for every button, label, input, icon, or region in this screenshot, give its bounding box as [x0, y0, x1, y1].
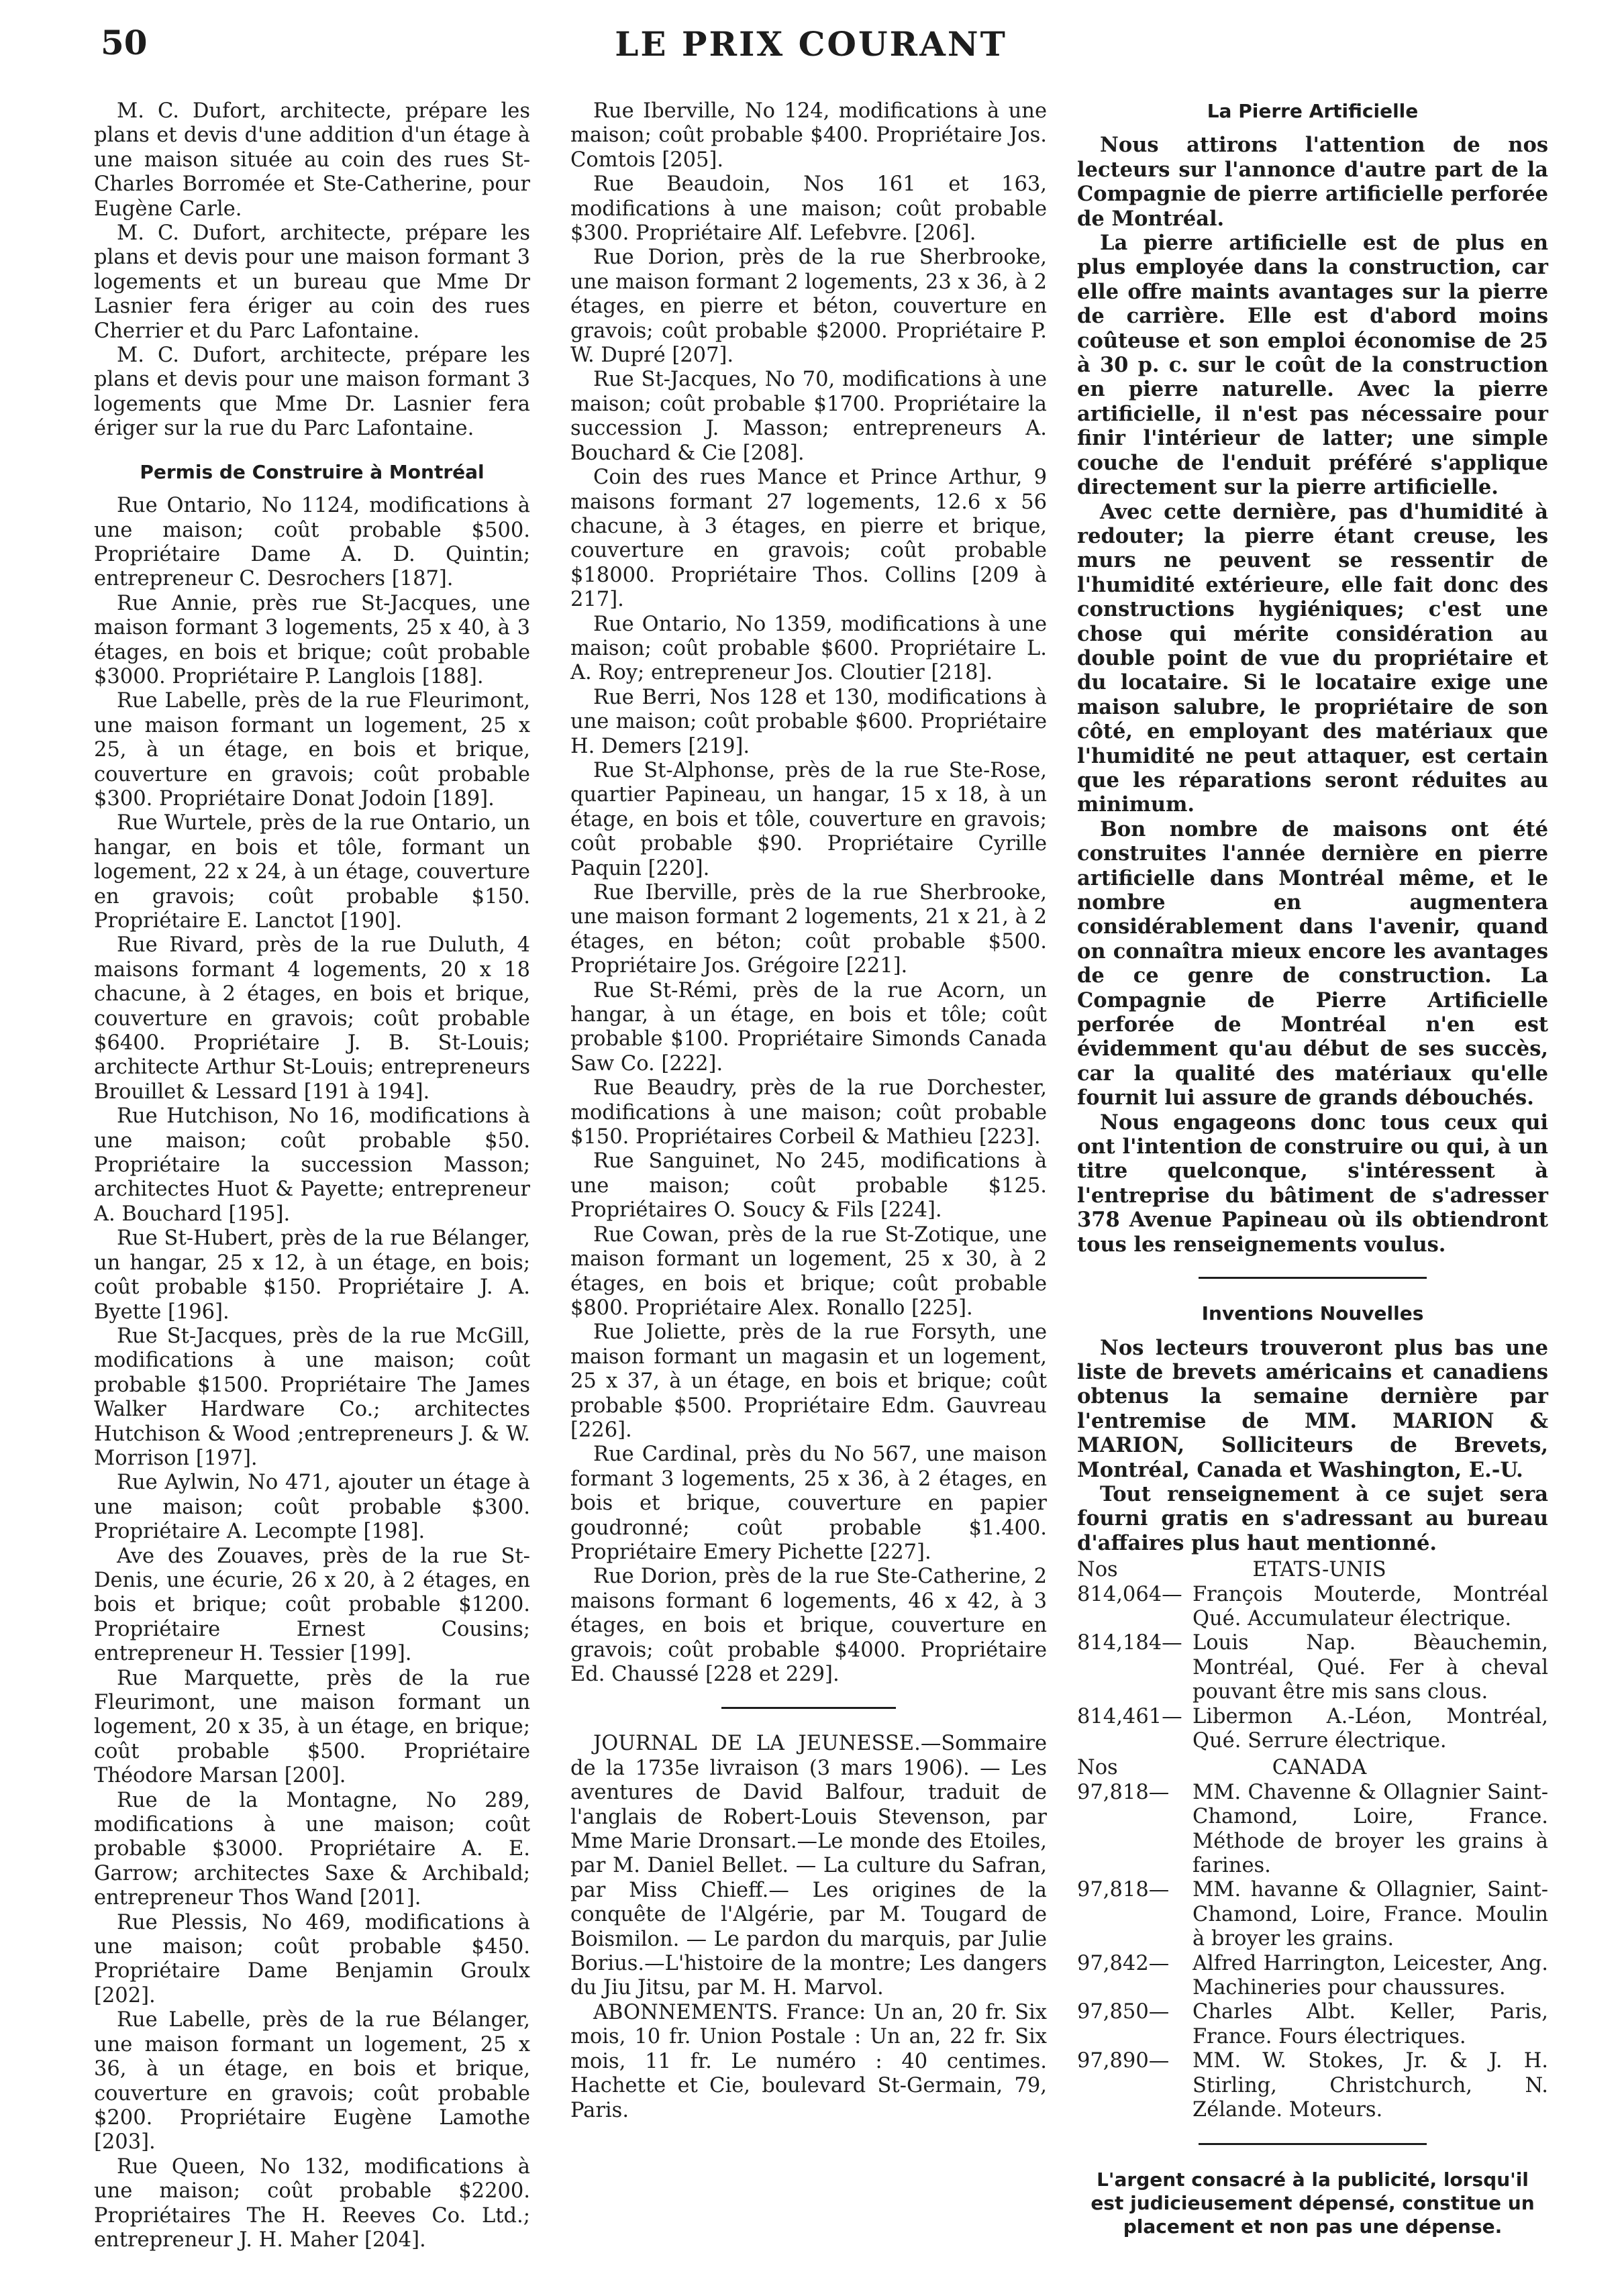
- permit-entry: Rue Queen, No 132, modifications à une maison; coût probable $2200. Propriétaires The H. Reeves Co. Ltd.; entrepreneur J. H. Maher [204].: [94, 2154, 530, 2252]
- intro-paragraph: M. C. Dufort, architecte, prépare les plans et devis pour une maison formant 3 logements et un bureau que Mme Dr Lasnier fera ériger au coin des rues Cherrier et du Parc Lafontaine.: [94, 221, 530, 343]
- nos-label: Nos: [1077, 1558, 1118, 1582]
- patent-entry: [1077, 1781, 1548, 1879]
- patent-list-canada: [1077, 1756, 1548, 2122]
- patent-entry: [1077, 1631, 1548, 1704]
- intro-paragraph: M. C. Dufort, architecte, prépare les plans et devis d'une addition d'un étage à une maison située au coin des rues St-Charles Borromée et Ste-Catherine, pour Eugène Carle.: [94, 99, 530, 221]
- patent-text: Libermon A.-Léon, Montréal, Qué. Serrure électrique.: [1193, 1704, 1548, 1753]
- permit-entry: Rue St-Alphonse, près de la rue Ste-Rose, quartier Papineau, un hangar, 15 x 18, à un étage, en bois et tôle, couverture en gravois; coût probable $90. Propriétaire Cyrille Paquin [220].: [570, 758, 1047, 880]
- permit-entry: Rue St-Rémi, près de la rue Acorn, un hangar, à un étage, en bois et tôle; coût probable $100. Propriétaire Simonds Canada Saw Co. [222].: [570, 978, 1047, 1076]
- country-name: ETATS-UNIS: [1252, 1558, 1386, 1582]
- patent-number: 97,890—: [1077, 2049, 1170, 2073]
- column-left: [94, 99, 530, 2252]
- patent-entry: [1077, 1705, 1548, 1754]
- column-right: [1077, 99, 1548, 2238]
- permit-entry: Rue Wurtele, près de la rue Ontario, un hangar, en bois et tôle, formant un logement, 22 x 24, à un étage, couverture en gravois; coût probable $150. Propriétaire E. Lanctot [190].: [94, 811, 530, 933]
- permit-entry: Rue Annie, près rue St-Jacques, une maison formant 3 logements, 25 x 40, à 3 étages, en bois et brique; coût probable $3000. Propriétaire P. Langlois [188].: [94, 591, 530, 688]
- patent-text: Louis Nap. Bèauchemin, Montréal, Qué. Fer à cheval pouvant être mis sans clous.: [1193, 1631, 1548, 1704]
- section-divider: [1199, 2143, 1427, 2145]
- permit-entry: Rue Cowan, près de la rue St-Zotique, une maison formant un logement, 25 x 30, à 2 étages, en bois et brique; coût probable $800. Propriétaire Alex. Ronallo [225].: [570, 1222, 1047, 1320]
- permit-entry: Rue Iberville, près de la rue Sherbrooke, une maison formant 2 logements, 21 x 21, à 2 étages, en béton; coût probable $500. Propriétaire Jos. Grégoire [221].: [570, 881, 1047, 978]
- abonnements-paragraph: ABONNEMENTS. France: Un an, 20 fr. Six mois, 10 fr. Union Postale : Un an, 22 fr. Six mois, 11 fr. Le numéro : 40 centimes. Hachette et Cie, boulevard St-Germain, 79, Paris.: [570, 2000, 1047, 2122]
- article-paragraph: Avec cette dernière, pas d'humidité à redouter; la pierre étant creuse, les murs ne peuvent se ressentir de l'humidité extérieure, elle fait donc des constructions hygiéniques; c'est une chose qui mérite considération au double point de vue du propriétaire et du locataire. Si le locataire exige une maison salubre, le propriétaire de son côté, en employant des matériaux que l'humidité ne peut attaquer, est certain que les réparations seront réduites au minimum.: [1077, 499, 1548, 817]
- country-heading: [1077, 1558, 1548, 1582]
- permit-entry: Rue Labelle, près de la rue Fleurimont, une maison formant un logement, 25 x 25, à un étage, en bois et brique, couverture en gravois; coût probable $300. Propriétaire Donat Jodoin [189].: [94, 689, 530, 811]
- patent-entry: [1077, 1878, 1548, 1951]
- country-heading: [1077, 1756, 1548, 1780]
- patent-entry: [1077, 2000, 1548, 2049]
- permit-entry: Coin des rues Mance et Prince Arthur, 9 maisons formant 27 logements, 12.6 x 56 chacune, à 3 étages, en pierre et brique, couverture en gravois; coût probable $18000. Propriétaire Thos. Collins [209 à 217].: [570, 466, 1047, 612]
- permit-entry: Rue Joliette, près de la rue Forsyth, une maison formant un magasin et un logement, 25 x 37, à un étage, en bois et brique; coût probable $500. Propriétaire Edm. Gauvreau [226].: [570, 1320, 1047, 1442]
- article-paragraph: Nous engageons donc tous ceux qui ont l'intention de construire ou qui, à un titre quelconque, s'intéressent à l'entreprise du bâtiment de s'adresser 378 Avenue Papineau où ils obtiendront tous les renseignements voulus.: [1077, 1110, 1548, 1257]
- permit-entry: Rue Beaudoin, Nos 161 et 163, modifications à une maison; coût probable $300. Propriétaire Alf. Lefebvre. [206].: [570, 172, 1047, 246]
- patent-entry: [1077, 1952, 1548, 2001]
- permit-entry: Rue Hutchison, No 16, modifications à une maison; coût probable $50. Propriétaire la succession Masson; architectes Huot & Payette; entrepreneur A. Bouchard [195].: [94, 1104, 530, 1226]
- patent-entry: [1077, 2049, 1548, 2122]
- permit-entry: Rue Iberville, No 124, modifications à une maison; coût probable $400. Propriétaire Jos. Comtois [205].: [570, 99, 1047, 172]
- permit-entry: Rue Cardinal, près du No 567, une maison formant 3 logements, 25 x 36, à 2 étages, en bois et brique, couverture en papier goudronné; coût probable $1.400. Propriétaire Emery Pichette [227].: [570, 1443, 1047, 1564]
- patent-number: 97,818—: [1077, 1780, 1170, 1804]
- section-title-permis: Permis de Construire à Montréal: [140, 460, 485, 483]
- permit-entry: Rue Plessis, No 469, modifications à une maison; coût probable $450. Propriétaire Dame Benjamin Groulx [202].: [94, 1910, 530, 2007]
- permit-entry: Rue St-Jacques, No 70, modifications à une maison; coût probable $1700. Propriétaire la succession J. Masson; entrepreneurs A. Bouchard & Cie [208].: [570, 368, 1047, 465]
- article-paragraph: Tout renseignement à ce sujet sera fourni gratis en s'adressant au bureau d'affaires plus haut mentionné.: [1077, 1481, 1548, 1555]
- patent-entry: [1077, 1583, 1548, 1632]
- publicity-note: L'argent consacré à la publicité, lorsqu'il est judicieusement dépensé, constitue un placement et non pas une dépense.: [1091, 2168, 1535, 2238]
- permit-entry: Rue Ontario, No 1124, modifications à une maison; coût probable $500. Propriétaire Dame A. D. Quintin; entrepreneur C. Desrochers [187].: [94, 494, 530, 591]
- article-paragraph: La pierre artificielle est de plus en plus employée dans la construction, car elle offre maints avantages sur la pierre de carrière. Elle est d'abord moins coûteuse et son emploi économise de 25 à 30 p. c. sur le coût de la construction en pierre naturelle. Avec la pierre artificielle, il n'est pas nécessaire pour finir l'intérieur de latter; une simple couche de l'enduit préféré s'applique directement sur la pierre artificielle.: [1077, 231, 1548, 500]
- article-paragraph: Nos lecteurs trouveront plus bas une liste de brevets américains et canadiens obtenus la semaine dernière par l'entremise de MM. MARION & MARION, Solliciteurs de Brevets, Montréal, Canada et Washington, E.-U.: [1077, 1335, 1548, 1482]
- patent-text: François Mouterde, Montréal Qué. Accumulateur électrique.: [1193, 1582, 1548, 1630]
- permit-entry: Rue Ontario, No 1359, modifications à une maison; coût probable $600. Propriétaire L. A. Roy; entrepreneur Jos. Cloutier [218].: [570, 612, 1047, 685]
- journal-paragraph: JOURNAL DE LA JEUNESSE.—Sommaire de la 1735e livraison (3 mars 1906). — Les aventures de David Balfour, traduit de l'anglais de Robert-Louis Stevenson, par Mme Marie Dronsart.—Le monde des Etoiles, par M. Daniel Bellet. — La culture du Safran, par Miss Chieff.— Les origines de la conquête de l'Algérie, par M. Tougard de Boismilon. — Le pardon du marquis, par Julie Borius.—L'histoire de la montre; Les dangers du Jiu Jitsu, par M. H. Marvol.: [570, 1732, 1047, 2000]
- patent-number: 814,064—: [1077, 1582, 1182, 1606]
- article-paragraph: Bon nombre de maisons ont été construites l'année dernière en pierre artificielle dans Montréal même, et le nombre en augmentera considérablement dans l'avenir, quand on connaîtra mieux encore les avantages de ce genre de construction. La Compagnie de Pierre Artificielle perforée de Montréal n'en est évidemment qu'au début de ses succès, car la qualité des matériaux qu'elle fournit lui assure de grands débouchés.: [1077, 817, 1548, 1110]
- patent-number: 814,461—: [1077, 1704, 1182, 1728]
- permit-entry: Rue Aylwin, No 471, ajouter un étage à une maison; coût probable $300. Propriétaire A. Lecompte [198].: [94, 1471, 530, 1544]
- patent-number: 97,842—: [1077, 1951, 1170, 1975]
- patent-number: 97,850—: [1077, 2000, 1170, 2024]
- permit-entry: Rue St-Hubert, près de la rue Bélanger, un hangar, 25 x 12, à un étage, en bois; coût probable $150. Propriétaire J. A. Byette [196].: [94, 1227, 530, 1324]
- article-paragraph: Nous attirons l'attention de nos lecteurs sur l'annonce d'autre part de la Compagnie de pierre artificielle perforée de Montréal.: [1077, 133, 1548, 231]
- nos-label: Nos: [1077, 1756, 1118, 1780]
- section-title-inventions: Inventions Nouvelles: [1201, 1302, 1424, 1325]
- permit-entry: Rue Dorion, près de la rue Ste-Catherine, 2 maisons formant 6 logements, 46 x 42, à 3 étages, en bois et brique, couverture en gravois; coût probable $4000. Propriétaire Ed. Chaussé [228 et 229].: [570, 1565, 1047, 1686]
- permit-entry: Rue Sanguinet, No 245, modifications à une maison; coût probable $125. Propriétaires O. Soucy & Fils [224].: [570, 1149, 1047, 1222]
- permit-entry: Ave des Zouaves, près de la rue St-Denis, une écurie, 26 x 20, à 2 étages, en bois et brique; coût probable $1200. Propriétaire Ernest Cousins; entrepreneur H. Tessier [199].: [94, 1544, 530, 1666]
- section-divider: [1199, 1277, 1427, 1279]
- running-title: LE PRIX COURANT: [615, 24, 1007, 64]
- permit-entry: Rue Labelle, près de la rue Bélanger, une maison formant un logement, 25 x 36, à un étage, en bois et brique, couverture en gravois; coût probable $200. Propriétaire Eugène Lamothe [203].: [94, 2008, 530, 2154]
- section-divider: [721, 1707, 896, 1709]
- page-number: 50: [101, 23, 148, 62]
- patent-text: MM. Chavenne & Ollagnier Saint-Chamond, Loire, France. Méthode de broyer les grains à farines.: [1193, 1780, 1548, 1878]
- permit-entry: Rue de la Montagne, No 289, modifications à une maison; coût probable $3000. Propriétaire A. E. Garrow; architectes Saxe & Archibald; entrepreneur Thos Wand [201].: [94, 1788, 530, 1910]
- patent-number: 97,818—: [1077, 1878, 1170, 1902]
- permit-entry: Rue Dorion, près de la rue Sherbrooke, une maison formant 2 logements, 23 x 36, à 2 étages, en pierre et béton, couverture en gravois; coût probable $2000. Propriétaire P. W. Dupré [207].: [570, 246, 1047, 368]
- patent-list-us: [1077, 1558, 1548, 1753]
- intro-paragraph: M. C. Dufort, architecte, prépare les plans et devis pour une maison formant 3 logements que Mme Dr. Lasnier fera ériger sur la rue du Parc Lafontaine.: [94, 344, 530, 441]
- patent-text: MM. havanne & Ollagnier, Saint-Chamond, Loire, France. Moulin à broyer les grains.: [1193, 1878, 1548, 1951]
- permit-entry: Rue Rivard, près de la rue Duluth, 4 maisons formant 4 logements, 20 x 18 chacune, à 2 étages, en bois et brique, couverture en gravois; coût probable $6400. Propriétaire J. B. St-Louis; architecte Arthur St-Louis; entrepreneurs Brouillet & Lessard [191 à 194].: [94, 933, 530, 1104]
- patent-text: Charles Albt. Keller, Paris, France. Fours électriques.: [1193, 2000, 1548, 2048]
- patent-text: MM. W. Stokes, Jr. & J. H. Stirling, Christchurch, N. Zélande. Moteurs.: [1193, 2049, 1548, 2122]
- permit-entry: Rue Berri, Nos 128 et 130, modifications à une maison; coût probable $600. Propriétaire H. Demers [219].: [570, 685, 1047, 758]
- pierre-article: [1077, 133, 1548, 1257]
- column-middle: [570, 99, 1047, 2123]
- permit-entry: Rue St-Jacques, près de la rue McGill, modifications à une maison; coût probable $1500. Propriétaire The James Walker Hardware Co.; architectes Hutchison & Wood ;entrepreneurs J. & W. Morrison [197].: [94, 1324, 530, 1470]
- permit-entry: Rue Beaudry, près de la rue Dorchester, modifications à une maison; coût probable $150. Propriétaires Corbeil & Mathieu [223].: [570, 1076, 1047, 1149]
- permit-entry: Rue Marquette, près de la rue Fleurimont, une maison formant un logement, 20 x 35, à un étage, en brique; coût probable $500. Propriétaire Théodore Marsan [200].: [94, 1666, 530, 1788]
- country-name: CANADA: [1272, 1756, 1367, 1780]
- section-title-pierre: La Pierre Artificielle: [1207, 100, 1419, 122]
- patent-number: 814,184—: [1077, 1631, 1182, 1655]
- patent-text: Alfred Harrington, Leicester, Ang. Machineries pour chaussures.: [1193, 1951, 1548, 2000]
- inventions-intro: [1077, 1336, 1548, 1556]
